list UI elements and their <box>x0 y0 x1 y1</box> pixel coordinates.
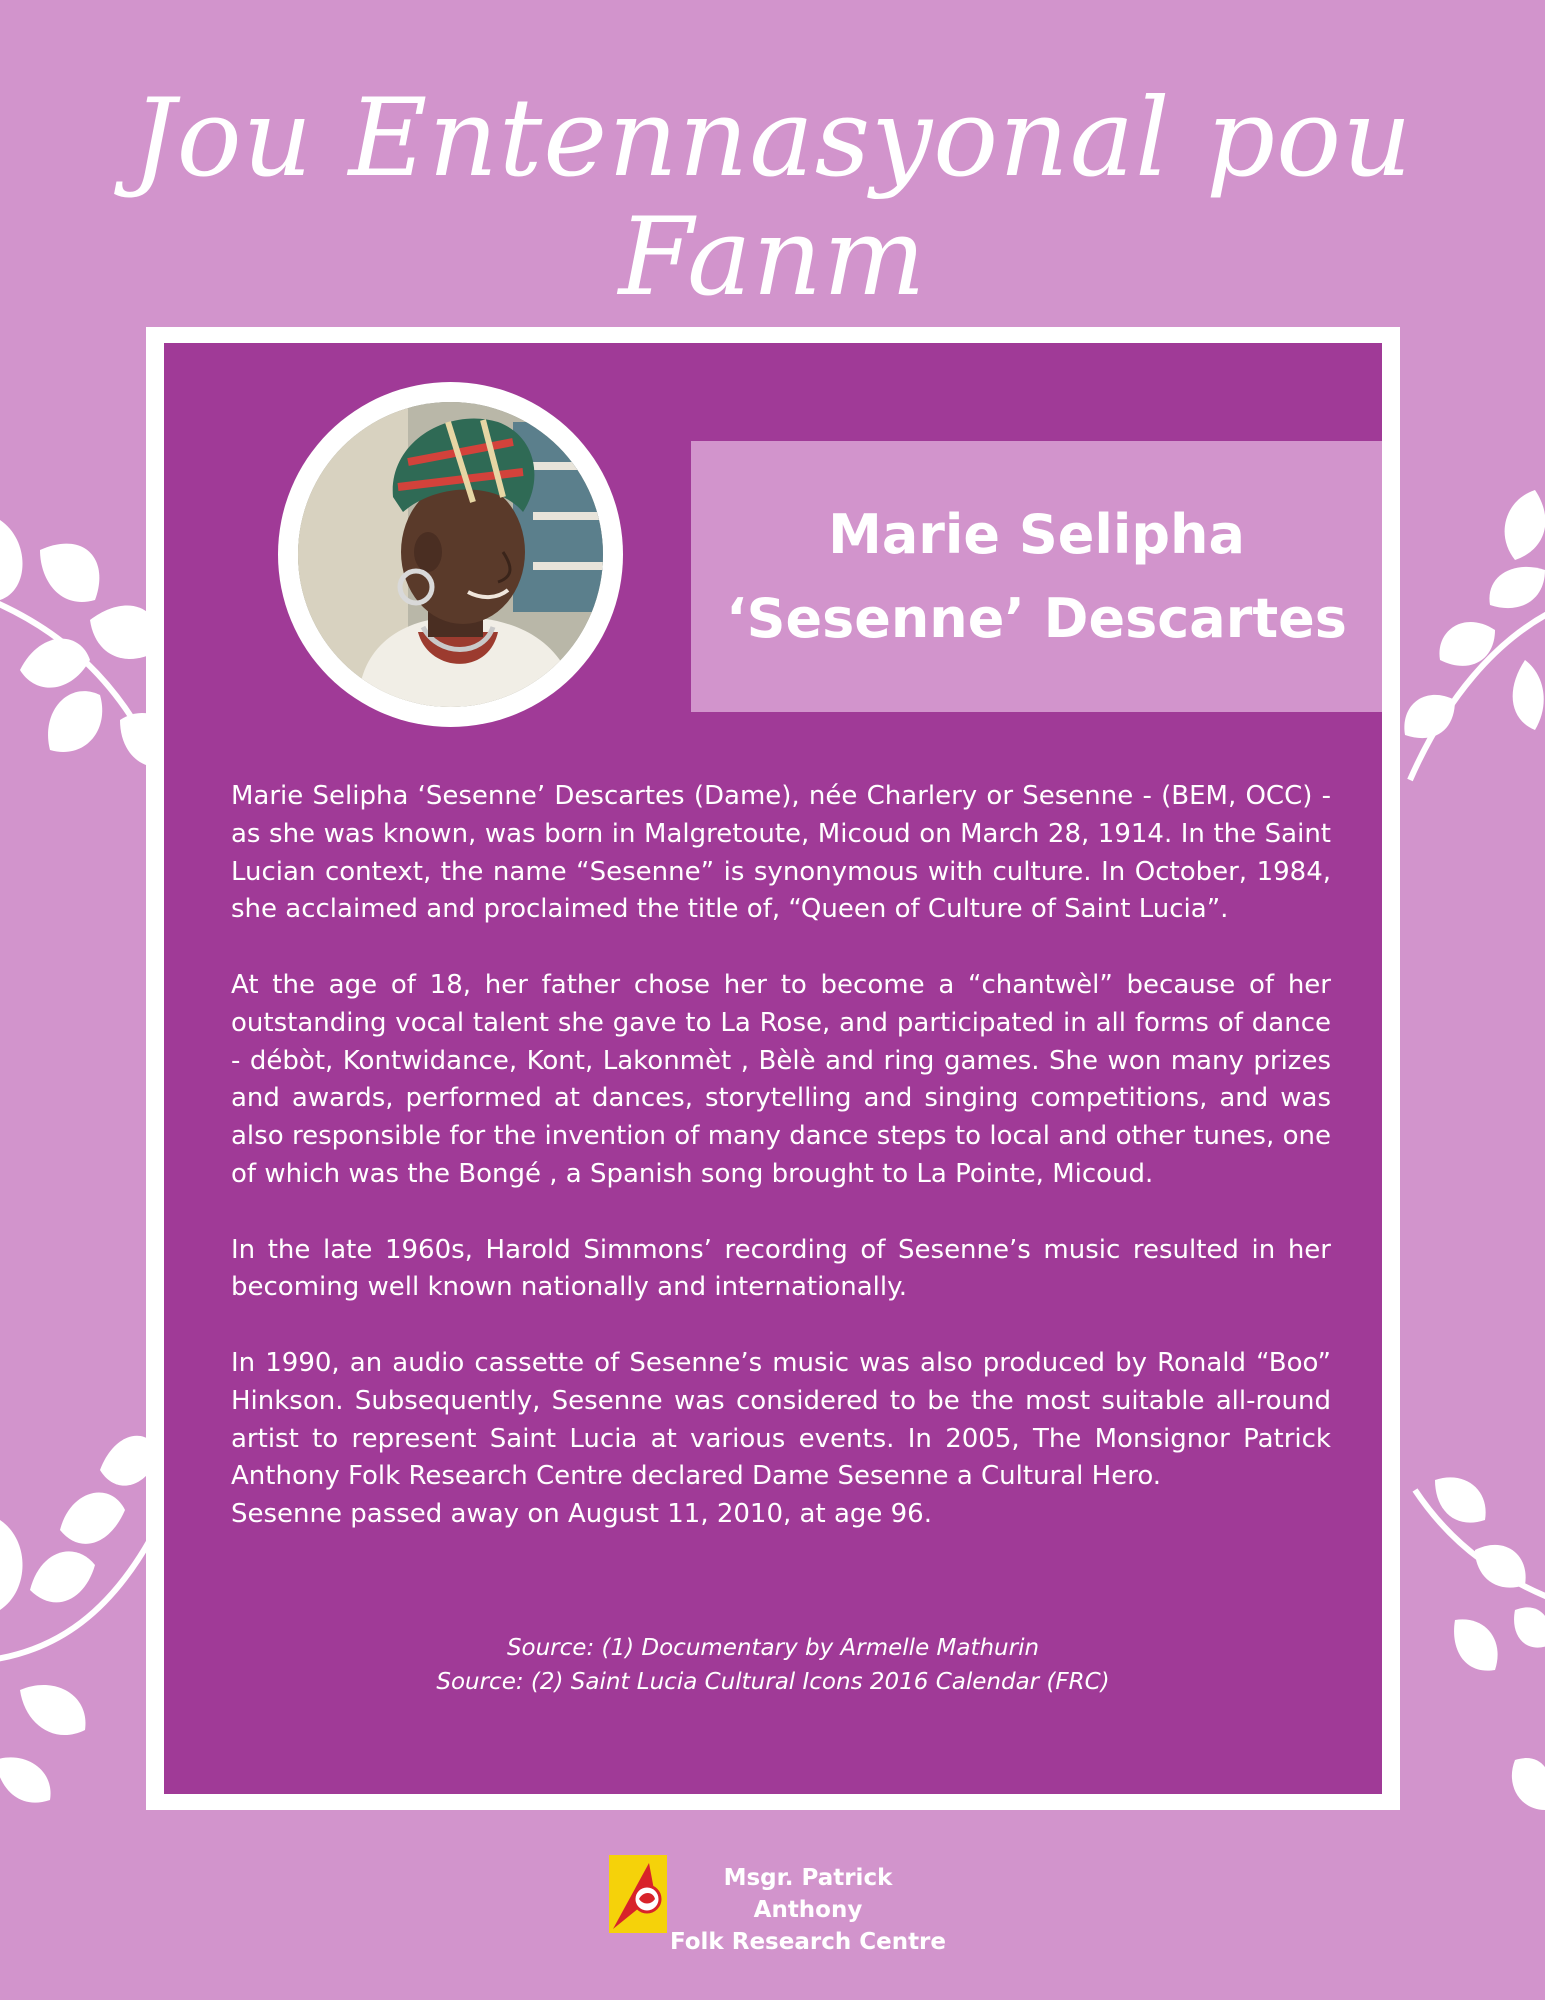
name-line-2: ‘Sesenne’ Descartes <box>726 586 1347 650</box>
page-title: Jou Entennasyonal pou Fanm <box>132 76 1413 320</box>
organization-name <box>668 1862 948 1958</box>
name-line-1: Marie Selipha <box>828 502 1245 566</box>
bio-paragraph: At the age of 18, her father chose her to become a “chantwèl” because of her outstanding vocal talent she gave to La Rose, and participated in all forms of dance - débòt, Kontwidance, Kont, Lakonmèt , Bèlè and ring games. She won many prizes and awards, performed at dances, storytelling and singing competitions, and was also responsible for the invention of many dance steps to local and other tunes, one of which was the Bongé , a Spanish song brought to La Pointe, Micoud. <box>231 969 1331 1189</box>
bio-paragraph: In the late 1960s, Harold Simmons’ recording of Sesenne’s music resulted in her becoming well known nationally and internationally. <box>231 1234 1331 1303</box>
biography <box>231 778 1331 1572</box>
bio-paragraph: In 1990, an audio cassette of Sesenne’s music was also produced by Ronald “Boo” Hinkson. Subsequently, Sesenne was considered to be the most suitable all-round artist to represent Saint Lucia at various events. In 2005, The Monsignor Patrick Anthony Folk Research Centre declared Dame Sesenne a Cultural Hero. <box>231 1347 1331 1492</box>
sources-block <box>164 1631 1382 1699</box>
name-banner <box>691 441 1382 712</box>
portrait-photo <box>298 402 603 707</box>
source-line: Source: (2) Saint Lucia Cultural Icons 2016 Calendar (FRC) <box>436 1669 1110 1695</box>
bio-paragraph: Marie Selipha ‘Sesenne’ Descartes (Dame), née Charlery or Sesenne - (BEM, OCC) - as she was known, was born in Malgretoute, Micoud on March 28, 1914. In the Saint Lucian context, the name “Sesenne” is synonymous with culture. In October, 1984, she acclaimed and proclaimed the title of, “Queen of Culture of Saint Lucia”. <box>231 781 1331 925</box>
bio-paragraph: Sesenne passed away on August 11, 2010, at age 96. <box>231 1499 932 1530</box>
portrait-illustration <box>298 402 603 707</box>
frc-logo-icon <box>609 1855 667 1933</box>
source-line: Source: (1) Documentary by Armelle Mathurin <box>506 1635 1040 1661</box>
org-line-2: Folk Research Centre <box>669 1929 947 1955</box>
org-line-1: Msgr. Patrick Anthony <box>723 1865 893 1923</box>
leaf-vine-right-icon <box>1395 480 1545 1860</box>
